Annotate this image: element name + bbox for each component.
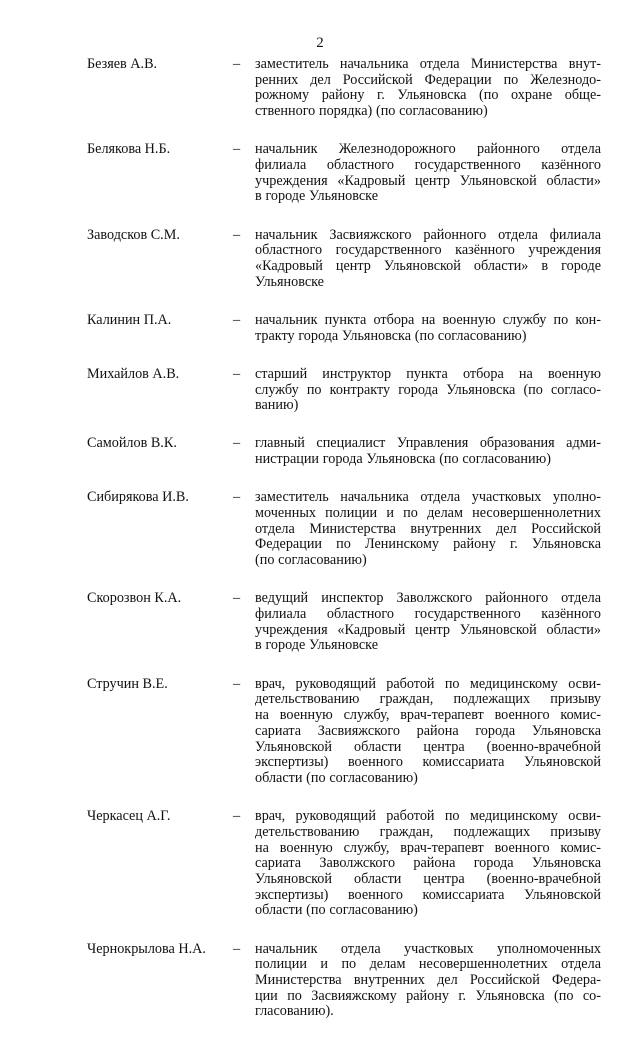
position-line: моченных полиции и по делам несовершеннолетних: [255, 505, 601, 522]
dash-separator: –: [233, 808, 241, 825]
position-line: детельствованию граждан, подлежащих призыву: [255, 823, 601, 840]
position-line: заместитель начальника отдела участковых уполно-: [255, 489, 601, 506]
position-line: филиала областного государственного казённого: [255, 157, 601, 174]
member-entry: [87, 490, 607, 569]
member-position: [255, 142, 601, 205]
position-line: ции по Засвияжскому району г. Ульяновска (по со-: [255, 987, 601, 1004]
dash-separator: –: [233, 141, 241, 158]
member-entry: [87, 809, 607, 919]
dash-separator: –: [233, 435, 241, 452]
position-line: гласованию).: [255, 1003, 334, 1020]
dash-separator: –: [233, 940, 241, 957]
member-position: [255, 942, 601, 1021]
position-line: на военную службу, врач-терапевт военного комис-: [255, 839, 601, 856]
position-line: начальник пункта отбора на военную службу по кон-: [255, 311, 601, 328]
position-line: врач, руководящий работой по медицинскому осви-: [255, 808, 601, 825]
member-entry: [87, 942, 607, 1021]
position-line: рожному району г. Ульяновска (по охране обще-: [255, 87, 601, 104]
member-entry: [87, 57, 607, 120]
position-line: «Кадровый центр Ульяновской области» в городе: [255, 258, 601, 275]
member-entry: [87, 367, 607, 414]
page-number: 2: [316, 35, 324, 51]
position-line: Министерства внутренних дел Российской Федера-: [255, 971, 601, 988]
position-line: нистрации города Ульяновска (по согласованию): [255, 451, 551, 468]
position-line: экспертизы) военного комиссариата Ульяновской: [255, 886, 601, 903]
position-line: области (по согласованию): [255, 769, 418, 786]
position-line: (по согласованию): [255, 552, 367, 569]
member-name: Самойлов В.К.: [87, 435, 177, 452]
position-line: детельствованию граждан, подлежащих призыву: [255, 691, 601, 708]
member-position: [255, 809, 601, 919]
member-name: Заводсков С.М.: [87, 226, 180, 243]
position-line: в городе Ульяновске: [255, 637, 379, 654]
member-list: [87, 57, 607, 1043]
member-position: [255, 677, 601, 787]
member-name: Скорозвон К.А.: [87, 590, 182, 607]
position-line: сариата Заволжского района города Ульяновска: [255, 855, 601, 872]
member-entry: [87, 228, 607, 291]
dash-separator: –: [233, 590, 241, 607]
dash-separator: –: [233, 226, 241, 243]
member-position: [255, 591, 601, 654]
position-line: ванию): [255, 397, 299, 414]
member-entry: [87, 591, 607, 654]
position-line: филиала областного государственного казённого: [255, 606, 601, 623]
position-line: начальник Засвияжского районного отдела филиала: [255, 226, 601, 243]
dash-separator: –: [233, 365, 241, 382]
position-line: Федерации по Ленинскому району г. Ульяновска: [255, 536, 601, 553]
position-line: сариата Засвияжского района города Ульяновска: [255, 722, 601, 739]
position-line: старший инструктор пункта отбора на военную: [255, 365, 601, 382]
position-line: Ульяновской области центра (военно-врачебной: [255, 870, 601, 887]
member-entry: [87, 677, 607, 787]
member-position: [255, 490, 601, 569]
member-position: [255, 313, 601, 344]
position-line: области (по согласованию): [255, 902, 418, 919]
position-line: начальник отдела участковых уполномоченных: [255, 940, 601, 957]
member-name: Калинин П.А.: [87, 311, 172, 328]
position-line: отдела Министерства внутренних дел Российской: [255, 520, 601, 537]
member-position: [255, 436, 601, 467]
position-line: главный специалист Управления образования адми-: [255, 435, 601, 452]
position-line: Ульяновске: [255, 273, 324, 290]
member-name: Михайлов А.В.: [87, 365, 180, 382]
position-line: начальник Железнодорожного районного отдела: [255, 141, 601, 158]
member-entry: [87, 142, 607, 205]
member-name: Стручин В.Е.: [87, 675, 168, 692]
member-name: Белякова Н.Б.: [87, 141, 171, 158]
position-line: областного государственного казённого учреждения: [255, 242, 601, 259]
dash-separator: –: [233, 489, 241, 506]
position-line: учреждения «Кадровый центр Ульяновской области»: [255, 172, 601, 189]
dash-separator: –: [233, 56, 241, 72]
position-line: учреждения «Кадровый центр Ульяновской области»: [255, 621, 601, 638]
position-line: ренних дел Российской Федерации по Железнодо-: [255, 71, 601, 88]
member-name: Безяев А.В.: [87, 56, 158, 72]
position-line: ственного порядка) (по согласованию): [255, 103, 488, 120]
position-line: врач, руководящий работой по медицинскому осви-: [255, 675, 601, 692]
position-line: на военную службу, врач-терапевт военного комис-: [255, 707, 601, 724]
member-entry: [87, 313, 607, 344]
position-line: полиции и по делам несовершеннолетних отдела: [255, 956, 601, 973]
position-line: тракту города Ульяновска (по согласованию): [255, 327, 527, 344]
dash-separator: –: [233, 311, 241, 328]
dash-separator: –: [233, 675, 241, 692]
member-entry: [87, 436, 607, 467]
member-name: Чернокрылова Н.А.: [87, 940, 206, 957]
member-name: Черкасец А.Г.: [87, 808, 171, 825]
position-line: в городе Ульяновске: [255, 188, 379, 205]
position-line: Ульяновской области центра (военно-врачебной: [255, 738, 601, 755]
member-position: [255, 228, 601, 291]
member-name: Сибирякова И.В.: [87, 489, 189, 506]
position-line: экспертизы) военного комиссариата Ульяновской: [255, 754, 601, 771]
member-position: [255, 367, 601, 414]
position-line: службу по контракту города Ульяновска (по согласо-: [255, 381, 601, 398]
position-line: заместитель начальника отдела Министерства внут-: [255, 56, 601, 72]
position-line: ведущий инспектор Заволжского районного отдела: [255, 590, 601, 607]
member-position: [255, 57, 601, 120]
